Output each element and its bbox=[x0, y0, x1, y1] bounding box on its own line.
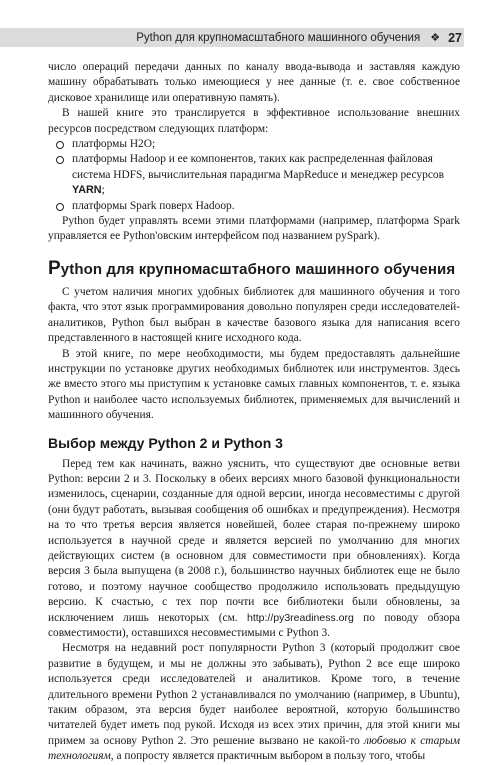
section-title-initial: P bbox=[48, 257, 61, 279]
section-title bbox=[48, 259, 460, 279]
list-item-text: платформы H2O; bbox=[72, 138, 156, 151]
running-title: Python для крупномасштабного машинного обучения bbox=[136, 31, 421, 44]
paragraph: число операций передачи данных по каналу ввода-вывода и заставляя каждую машину обрабатывать только имеющиеся у нее данные (т. е. свое собственное дисковое хранилище или оперативную память). bbox=[48, 61, 460, 104]
italic-phrase: любовью к старым технологиям bbox=[48, 734, 460, 763]
list-item-text: платформы Hadoop и ее компонентов, таких как распределенная файловая система HDFS, вычислительная парадигма MapReduce и менеджер ресурсов bbox=[72, 153, 444, 181]
list-item bbox=[48, 199, 460, 214]
bullet-circle-icon bbox=[56, 203, 64, 211]
bullet-circle-icon bbox=[56, 156, 64, 164]
list-item bbox=[48, 137, 460, 152]
paragraph: В этой книге, по мере необходимости, мы будем предоставлять дальнейшие инструкции по установке других необходимых библиотек или инструментов. Здесь же вместо этого мы приступим к установке самых главных компонентов, т. е. языка Python и наиболее часто используемых библиотек, применяемых для вычислений и машинного обучения. bbox=[48, 347, 460, 422]
page-body bbox=[48, 60, 460, 765]
paragraph bbox=[48, 641, 460, 764]
list-item bbox=[48, 152, 460, 198]
running-header bbox=[0, 28, 464, 47]
subsection-title: Выбор между Python 2 и Python 3 bbox=[48, 434, 283, 451]
paragraph: С учетом наличия многих удобных библиотек для машинного обучения и того факта, что этот язык программирования довольно популярен среди исследователей-аналитиков, Python был выбран в качестве базового языка для написания всего представленного в настоящей книге исходного кода. bbox=[48, 285, 460, 345]
list-item-strong: YARN bbox=[72, 184, 102, 197]
list-item-text-end: ; bbox=[101, 184, 105, 197]
paragraph bbox=[48, 457, 460, 642]
paragraph-text: Перед тем как начинать, важно уяснить, что существуют две основные ветви Python: версии 2 и 3. Поскольку в обеих версиях много базовой функциональности изменилось, сценарии, созданные для одной версии, иногда несовместимы с другой (они будут работать, вызывая сообщения об ошибках и предупреждения). Несмотря на то что третья версия является новейшей, более старая по-прежнему широко используется в научной среде и является версией по умолчанию для многих действующих систем (в основном для совместимости при обновлениях). Когда версия 3 была выпущена (в 2008 г.), большинство научных библиотек еще не было готово, и поэтому научное сообщество продолжило использовать предыдущую версию. К счастью, с тех пор почти все библиотеки были обновлены, за исключением лишь некоторых (см. bbox=[48, 457, 460, 624]
ornament-icon: ❖ bbox=[430, 32, 441, 44]
paragraph: В нашей книге это транслируется в эффективное использование внешних ресурсов посредством следующих платформ: bbox=[48, 107, 460, 135]
paragraph-text: , а попросту является практичным выбором в пользу того, чтобы bbox=[110, 750, 426, 763]
paragraph-text: Несмотря на недавний рост популярности Python 3 (который продолжит свое развитие в будущем, и мы не должны это забывать), Python 2 все еще широко используется среди исследователей и аналитиков. Кроме того, в течение длительного времени Python 2 устанавливался по умолчанию (например, в Ubuntu), таким образом, эта версия будет наиболее вероятной, которую большинство читателей будет иметь под рукой. Исходя из всех этих причин, для этой книги мы примем за основу Python 2. Это решение вызвано не какой-то bbox=[48, 642, 460, 747]
section-title-rest: ython для крупномасштабного машинного обучения bbox=[60, 260, 456, 278]
bullet-circle-icon bbox=[56, 141, 64, 149]
paragraph: Python будет управлять всеми этими платформами (например, платформа Spark управляется ее Python'овским интерфейсом под названием pySpark). bbox=[48, 215, 460, 243]
url-link[interactable]: http://py3readiness.org bbox=[246, 611, 354, 624]
platform-list bbox=[48, 137, 460, 214]
paragraph-text: по поводу обзора совместимости), оставшихся несовместимыми с Python 3. bbox=[48, 611, 460, 639]
page-number: 27 bbox=[448, 30, 462, 45]
list-item-text: платформы Spark поверх Hadoop. bbox=[72, 199, 235, 212]
